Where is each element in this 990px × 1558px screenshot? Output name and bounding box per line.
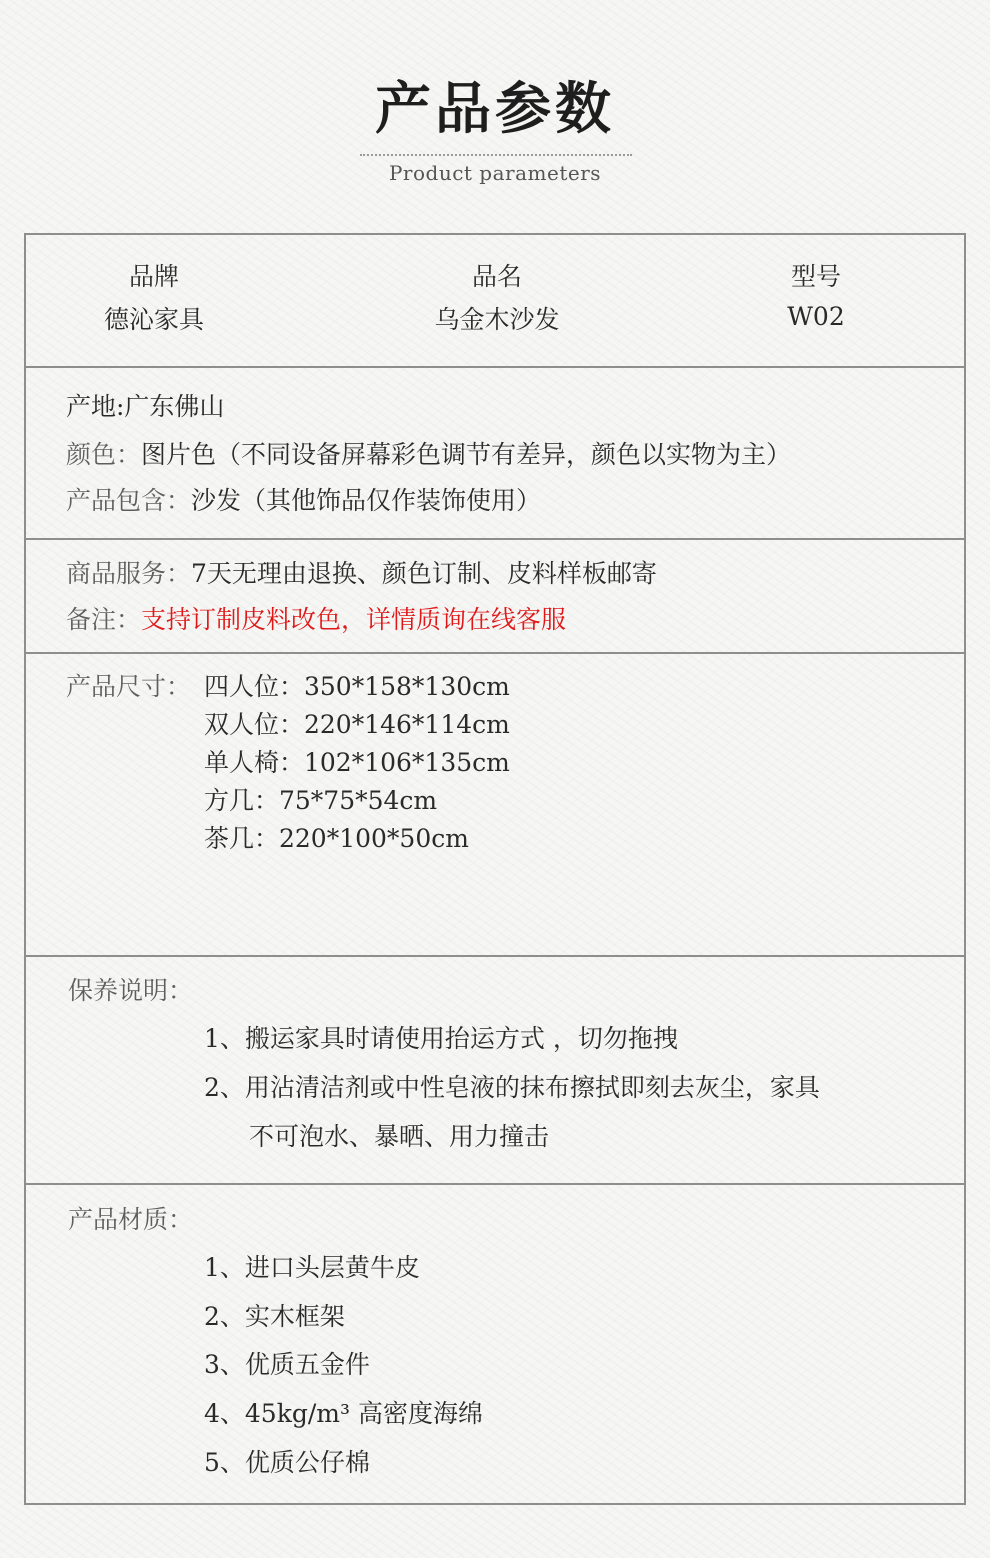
color-line	[66, 439, 791, 471]
size-label: 产品尺寸：	[66, 672, 192, 701]
row-divider	[24, 652, 966, 654]
model-value: W02	[787, 302, 845, 331]
care-label: 保养说明：	[68, 976, 194, 1005]
brand-label: 品牌	[128, 262, 179, 291]
page-title: 产品参数	[375, 77, 615, 142]
size-item: 双人位：220*146*114cm	[204, 710, 510, 739]
brand-value: 德沁家具	[103, 305, 204, 334]
model-label: 型号	[790, 262, 841, 291]
row-divider	[24, 366, 966, 368]
color-label: 颜色：	[66, 440, 142, 469]
service-value: 7天无理由退换、颜色订制、皮料样板邮寄	[191, 559, 657, 588]
note-line	[66, 604, 566, 636]
service-label: 商品服务：	[66, 559, 192, 588]
includes-value: 沙发（其他饰品仅作装饰使用）	[191, 486, 542, 515]
care-item: 2、用沾清洁剂或中性皂液的抹布擦拭即刻去灰尘，家具	[204, 1073, 820, 1102]
product-name-value: 乌金木沙发	[434, 305, 560, 334]
size-item: 方几：75*75*54cm	[204, 786, 438, 815]
row-divider	[24, 1183, 966, 1185]
care-item: 1、搬运家具时请使用抬运方式 ，切勿拖拽	[204, 1024, 678, 1053]
page-subtitle: Product parameters	[388, 161, 602, 185]
note-value: 支持订制皮料改色，详情质询在线客服	[141, 605, 567, 634]
product-name-label: 品名	[471, 262, 522, 291]
material-item: 1、进口头层黄牛皮	[204, 1253, 420, 1282]
dotted-divider	[360, 154, 632, 156]
size-item: 茶几：220*100*50cm	[204, 824, 469, 853]
material-item: 2、实木框架	[204, 1302, 345, 1331]
row-divider	[24, 955, 966, 957]
material-label: 产品材质：	[68, 1205, 194, 1234]
row-divider	[24, 538, 966, 540]
material-item: 4、45kg/m³ 高密度海绵	[204, 1399, 483, 1428]
parameter-table	[24, 233, 966, 1505]
service-line	[66, 558, 657, 590]
includes-line	[66, 485, 541, 517]
care-item: 不可泡水、暴晒、用力撞击	[249, 1122, 550, 1151]
includes-label: 产品包含：	[66, 486, 192, 515]
page-header	[0, 0, 990, 230]
size-item: 四人位：350*158*130cm	[204, 672, 510, 701]
note-label: 备注：	[66, 605, 142, 634]
color-value: 图片色（不同设备屏幕彩色调节有差异，颜色以实物为主）	[141, 440, 792, 469]
material-item: 3、优质五金件	[204, 1350, 370, 1379]
size-item: 单人椅：102*106*135cm	[204, 748, 510, 777]
origin-text: 产地:广东佛山	[66, 392, 225, 421]
material-item: 5、优质公仔棉	[204, 1448, 370, 1477]
